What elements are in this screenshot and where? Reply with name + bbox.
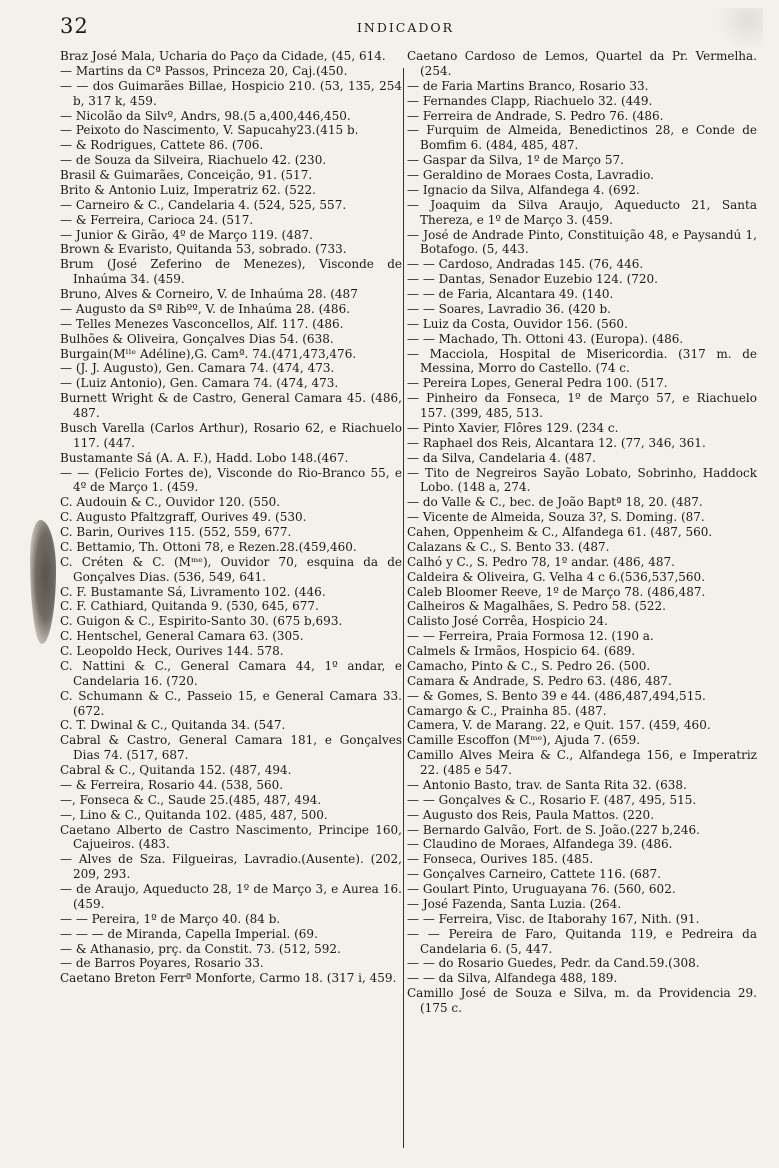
- directory-entry: — Carneiro & C., Candelaria 4. (524, 525, 557.: [60, 197, 347, 212]
- directory-entry: — Peixoto do Nascimento, V. Sapucahy23.(415 b.: [60, 123, 359, 138]
- directory-entry: — Pinheiro da Fonseca, 1º de Março 57, e Riachuelo 157. (399, 485, 513.: [407, 391, 757, 420]
- directory-entry: — & Rodrigues, Cattete 86. (706.: [60, 138, 264, 153]
- directory-entry: Burnett Wright & de Castro, General Camara 45. (486, 487.: [60, 391, 402, 420]
- directory-entry: Calazans & C., S. Bento 33. (487.: [407, 539, 610, 554]
- page-number: 32: [60, 14, 89, 38]
- directory-entry: — Macciola, Hospital de Misericordia. (317 m. de Messina, Morro do Castello. (74 c.: [407, 346, 757, 376]
- directory-entry: — — Soares, Lavradio 36. (420 b.: [407, 301, 611, 316]
- directory-entry: — de Araujo, Aqueducto 28, 1º de Março 3, e Aurea 16. (459.: [60, 882, 402, 911]
- directory-entry: Cahen, Oppenheim & C., Alfandega 61. (487, 560.: [407, 525, 713, 539]
- directory-entry: — Augusto da Sª Ribºº, V. de Inhaúma 28. (486.: [60, 301, 351, 316]
- directory-entry: Brito & Antonio Luiz, Imperatriz 62. (522.: [60, 182, 316, 197]
- directory-entry: Brum (José Zeferino de Menezes), Visconde de Inhaúma 34. (459.: [60, 257, 402, 287]
- directory-entry: — — Cardoso, Andradas 145. (76, 446.: [407, 257, 644, 272]
- directory-entry: — de Barros Poyares, Rosario 33.: [60, 956, 264, 971]
- directory-entry: C. Augusto Pfaltzgraff, Ourives 49. (530.: [60, 510, 307, 525]
- directory-entry: — Augusto dos Reis, Paula Mattos. (220.: [407, 807, 655, 822]
- directory-entry: — Telles Menezes Vasconcellos, Alf. 117. (486.: [60, 316, 344, 331]
- directory-entry: — Goulart Pinto, Uruguayana 76. (560, 602.: [407, 882, 676, 896]
- directory-entry: C. Bettamio, Th. Ottoni 78, e Rezen.28.(459,460.: [60, 539, 357, 554]
- ink-blot: [30, 520, 56, 644]
- directory-entry: Caldeira & Oliveira, G. Velha 4 c 6.(536,537,560.: [407, 569, 706, 584]
- directory-entry: — & Ferreira, Rosario 44. (538, 560.: [60, 777, 284, 792]
- directory-entry: Caleb Bloomer Reeve, 1º de Março 78. (486,487.: [407, 584, 706, 599]
- directory-entry: — Joaquim da Silva Araujo, Aqueducto 21, Santa Thereza, e 1º de Março 3. (459.: [407, 197, 757, 227]
- directory-entry: — Furquim de Almeida, Benedictinos 28, e Conde de Bomfim 6. (484, 485, 487.: [407, 123, 757, 153]
- directory-entry: — — — de Miranda, Capella Imperial. (69.: [60, 926, 318, 941]
- directory-entry: Cabral & C., Quitanda 152. (487, 494.: [60, 763, 292, 777]
- directory-entry: — — Ferreira, Visc. de Itaborahy 167, Nith. (91.: [407, 911, 700, 926]
- directory-entry: Camara & Andrade, S. Pedro 63. (486, 487.: [407, 673, 672, 688]
- directory-entry: Caetano Alberto de Castro Nascimento, Principe 160, Cajueiros. (483.: [60, 822, 402, 852]
- directory-entry: Bulhões & Oliveira, Gonçalves Dias 54. (638.: [60, 331, 334, 346]
- page-title: INDICADOR: [356, 20, 455, 35]
- directory-entry: Camera, V. de Marang. 22, e Quit. 157. (459, 460.: [407, 718, 711, 733]
- directory-entry: C. Nattini & C., General Camara 44, 1º andar, e Candelaria 16. (720.: [60, 658, 402, 688]
- directory-entry: — — (Felicio Fortes de), Visconde do Rio-Branco 55, e 4º de Março 1. (459.: [60, 465, 402, 495]
- directory-entry: — Tito de Negreiros Sayão Lobato, Sobrinho, Haddock Lobo. (148 a, 274.: [407, 465, 757, 495]
- directory-entry: C. Audouin & C., Ouvidor 120. (550.: [60, 495, 281, 510]
- directory-entry: — da Silva, Candelaria 4. (487.: [407, 450, 596, 465]
- directory-entry: Busch Varella (Carlos Arthur), Rosario 62, e Riachuelo 117. (447.: [60, 420, 402, 450]
- directory-entry: — Geraldino de Moraes Costa, Lavradio.: [407, 168, 654, 182]
- directory-entry: — Raphael dos Reis, Alcantara 12. (77, 346, 361.: [407, 435, 706, 450]
- directory-entry: Camillo Alves Meira & C., Alfandega 156, e Imperatriz 22. (485 e 547.: [407, 748, 757, 777]
- directory-entry: Calmels & Irmãos, Hospicio 64. (689.: [407, 644, 636, 658]
- directory-entry: — de Faria Martins Branco, Rosario 33.: [407, 78, 649, 93]
- directory-entry: — Martins da Cª Passos, Princeza 20, Caj.(450.: [60, 63, 348, 78]
- directory-entry: — Junior & Girão, 4º de Março 119. (487.: [60, 227, 313, 242]
- directory-entry: — — dos Guimarães Billae, Hospicio 210. (53, 135, 254 b, 317 k, 459.: [60, 78, 402, 108]
- directory-entry: Camacho, Pinto & C., S. Pedro 26. (500.: [407, 658, 651, 673]
- directory-entry: — Claudino de Moraes, Alfandega 39. (486.: [407, 837, 673, 852]
- directory-entry: Burgain(Mˡˡᵉ Adéline),G. Camª. 74.(471,473,476.: [60, 346, 357, 361]
- directory-entry: — Pinto Xavier, Flôres 129. (234 c.: [407, 420, 619, 435]
- directory-entry: C. Schumann & C., Passeio 15, e General Camara 33. (672.: [60, 688, 402, 718]
- directory-entry: — Fonseca, Ourives 185. (485.: [407, 852, 594, 867]
- directory-entry: — do Valle & C., bec. de João Baptª 18, 20. (487.: [407, 495, 703, 510]
- directory-entry: C. Barin, Ourives 115. (552, 559, 677.: [60, 525, 292, 539]
- directory-entry: Camillo José de Souza e Silva, m. da Providencia 29. (175 c.: [407, 986, 757, 1015]
- directory-entry: — Pereira Lopes, General Pedra 100. (517.: [407, 376, 668, 391]
- directory-entry: — Luiz da Costa, Ouvidor 156. (560.: [407, 316, 628, 331]
- directory-entry: C. Hentschel, General Camara 63. (305.: [60, 629, 304, 644]
- directory-entry: — — de Faria, Alcantara 49. (140.: [407, 287, 614, 301]
- directory-entry: — Alves de Sza. Filgueiras, Lavradio.(Ausente). (202, 209, 293.: [60, 852, 402, 882]
- directory-entry: Caetano Breton Ferrª Monforte, Carmo 18. (317 i, 459.: [60, 971, 397, 986]
- directory-entry: Calisto José Corrêa, Hospicio 24.: [407, 614, 608, 629]
- directory-entry: Bustamante Sá (A. A. F.), Hadd. Lobo 148.(467.: [60, 450, 349, 465]
- directory-entry: C. T. Dwinal & C., Quitanda 34. (547.: [60, 718, 286, 733]
- directory-entry: Brasil & Guimarães, Conceição, 91. (517.: [60, 168, 313, 182]
- directory-entry: — — Gonçalves & C., Rosario F. (487, 495, 515.: [407, 792, 697, 807]
- directory-entry: — & Athanasio, prç. da Constit. 73. (512, 592.: [60, 941, 341, 956]
- directory-entry: Braz José Mala, Ucharia do Paço da Cidade, (45, 614.: [60, 49, 386, 63]
- directory-entry: — Gonçalves Carneiro, Cattete 116. (687.: [407, 867, 662, 882]
- directory-entry: — — Pereira de Faro, Quitanda 119, e Pedreira da Candelaria 6. (5, 447.: [407, 926, 757, 956]
- directory-columns: [60, 49, 757, 1149]
- directory-entry: C. F. Bustamante Sá, Livramento 102. (446.: [60, 584, 326, 599]
- directory-entry: — — Dantas, Senador Euzebio 124. (720.: [407, 272, 658, 287]
- directory-entry: — Fernandes Clapp, Riachuelo 32. (449.: [407, 93, 653, 108]
- directory-entry: — Gaspar da Silva, 1º de Março 57.: [407, 153, 624, 168]
- directory-entry: Calheiros & Magalhães, S. Pedro 58. (522.: [407, 599, 666, 614]
- directory-entry: C. F. Cathiard, Quitanda 9. (530, 645, 677.: [60, 599, 319, 614]
- directory-entry: Caetano Cardoso de Lemos, Quartel da Pr. Vermelha. (254.: [407, 49, 757, 78]
- directory-entry: — de Souza da Silveira, Riachuelo 42. (230.: [60, 153, 327, 168]
- directory-entry: — José Fazenda, Santa Luzia. (264.: [407, 896, 622, 911]
- directory-entry: C. Leopoldo Heck, Ourives 144. 578.: [60, 644, 284, 658]
- directory-entry: —, Lino & C., Quitanda 102. (485, 487, 500.: [60, 807, 328, 822]
- page-header: [60, 14, 751, 44]
- directory-entry: — José de Andrade Pinto, Constituição 48, e Paysandú 1, Botafogo. (5, 443.: [407, 227, 757, 257]
- directory-entry: — Nicolão da Silvº, Andrs, 98.(5 a,400,446,450.: [60, 108, 351, 123]
- directory-entry: — (Luiz Antonio), Gen. Camara 74. (474, 473.: [60, 376, 339, 391]
- directory-entry: Cabral & Castro, General Camara 181, e Gonçalves Dias 74. (517, 687.: [60, 733, 402, 763]
- directory-entry: — & Gomes, S. Bento 39 e 44. (486,487,494,515.: [407, 688, 706, 703]
- directory-entry: — — da Silva, Alfandega 488, 189.: [407, 971, 618, 986]
- directory-entry: Brown & Evaristo, Quitanda 53, sobrado. (733.: [60, 242, 347, 257]
- directory-entry: C. Créten & C. (Mᵐᵉ), Ouvidor 70, esquina da de Gonçalves Dias. (536, 549, 641.: [60, 554, 402, 584]
- directory-entry: — — Ferreira, Praia Formosa 12. (190 a.: [407, 629, 654, 644]
- directory-entry: Camargo & C., Prainha 85. (487.: [407, 703, 607, 718]
- directory-entry: — Vicente de Almeida, Souza 3?, S. Doming. (87.: [407, 510, 705, 525]
- directory-entry: — Ferreira de Andrade, S. Pedro 76. (486.: [407, 108, 664, 123]
- directory-entry: C. Guigon & C., Espirito-Santo 30. (675 b,693.: [60, 614, 343, 629]
- directory-entry: — — Machado, Th. Ottoni 43. (Europa). (486.: [407, 331, 684, 346]
- directory-entry: —, Fonseca & C., Saude 25.(485, 487, 494.: [60, 792, 322, 807]
- left-column: [60, 49, 402, 986]
- directory-entry: Camille Escoffon (Mᵐᵉ), Ajuda 7. (659.: [407, 733, 641, 748]
- directory-entry: — & Ferreira, Carioca 24. (517.: [60, 212, 254, 227]
- directory-entry: Calhó y C., S. Pedro 78, 1º andar. (486, 487.: [407, 554, 675, 569]
- directory-entry: — Antonio Basto, trav. de Santa Rita 32. (638.: [407, 777, 687, 792]
- directory-entry: — Ignacio da Silva, Alfandega 4. (692.: [407, 182, 640, 197]
- right-column: [407, 49, 757, 1016]
- directory-entry: — Bernardo Galvão, Fort. de S. João.(227 b,246.: [407, 822, 700, 837]
- directory-entry: — — Pereira, 1º de Março 40. (84 b.: [60, 911, 281, 926]
- directory-entry: Bruno, Alves & Corneiro, V. de Inhaúma 28. (487: [60, 287, 358, 301]
- directory-entry: — — do Rosario Guedes, Pedr. da Cand.59.(308.: [407, 956, 700, 971]
- directory-entry: — (J. J. Augusto), Gen. Camara 74. (474, 473.: [60, 361, 335, 376]
